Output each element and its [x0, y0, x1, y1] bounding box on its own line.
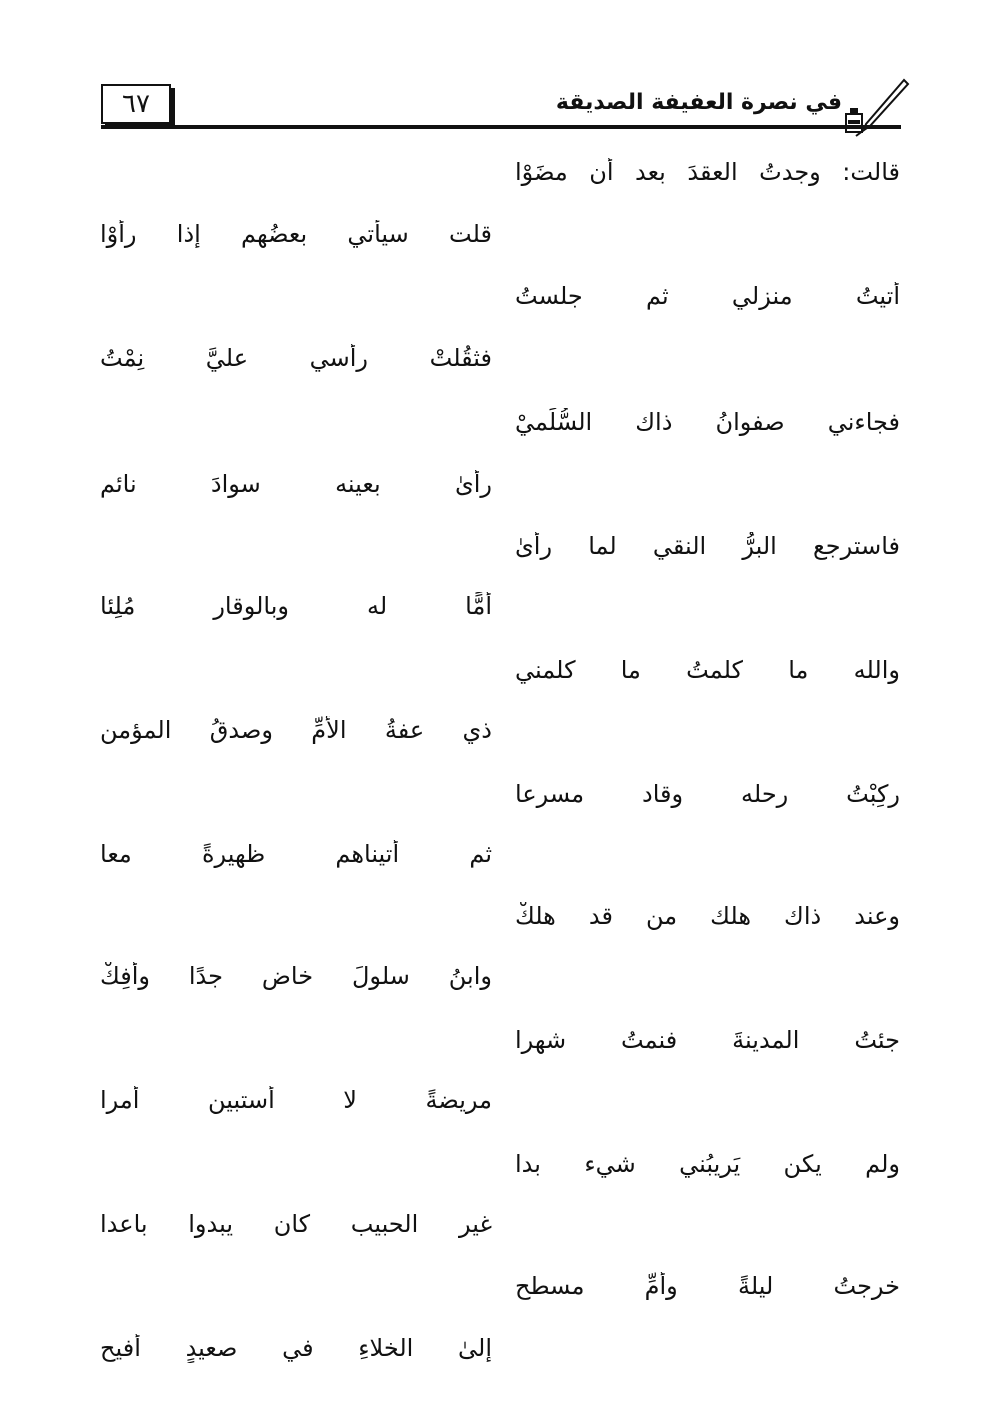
verse-line: جئتُ المدينةَ فنمتُ شهرا	[515, 1026, 900, 1054]
verse-line: مريضةً لا أستبين أمرا	[100, 1086, 492, 1114]
header-rule	[101, 125, 901, 129]
verse-line: وعند ذاك هلك من قد هلكْ	[515, 902, 900, 930]
verse-line: ذي عفةُ الأمِّ وصدقُ المؤمنِ	[100, 716, 492, 744]
verse-line: خرجتُ ليلةً وأمِّ مسطحِ	[515, 1272, 900, 1300]
verse-line: فثقُلتْ رأسي عليَّ نِمْتُ	[100, 344, 492, 372]
verse-line: غير الحبيب كان يبدوا باعدا	[100, 1210, 492, 1238]
verse-line: فاسترجع البرُّ النقي لما رأىٰ	[515, 532, 900, 560]
verse-line: قلت سيأتي بعضُهم إذا رأَوْا	[100, 220, 492, 248]
verse-line: أُمًّا له وبالوقار مُلِئا	[100, 592, 492, 620]
verse-line: ثم أتيناهم ظهيرةً معا	[100, 840, 492, 868]
verse-line: وابنُ سلولَ خاض جدًا وأفِكْ	[100, 962, 492, 990]
verse-line: والله ما كلمتُ ما كلمني	[515, 656, 900, 684]
verse-line: قالت: وجدتُ العقدَ بعد أن مضَوْا	[515, 158, 900, 186]
running-head-title: في نصرة العفيفة الصديقة	[555, 90, 842, 115]
verse-line: ولم يكن يَريبُني شيء بدا	[515, 1150, 900, 1178]
verse-line: فجاءني صفوانُ ذاك السُّلَميْ	[515, 408, 900, 436]
page-number: ٦٧	[101, 84, 171, 124]
verse-line: أتيتُ منزلي ثم جلستُ	[515, 282, 900, 310]
verse-line: رأىٰ بعينه سوادَ نائمِ	[100, 470, 492, 498]
verse-line: إلىٰ الخلاءِ في صعيدٍ أفيحِ	[100, 1334, 492, 1362]
verse-line: ركِبْتُ رحله وقاد مسرعا	[515, 780, 900, 808]
